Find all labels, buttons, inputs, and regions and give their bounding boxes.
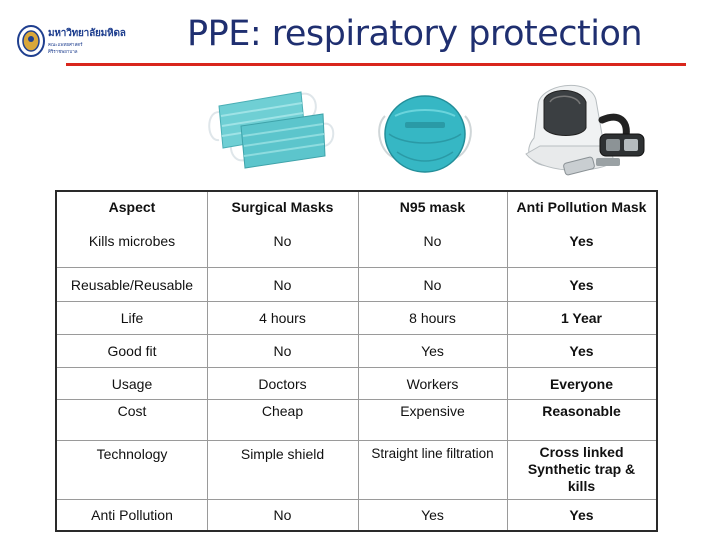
table-cell: Reasonable	[542, 403, 621, 419]
university-name: มหาวิทยาลัยมหิดล	[48, 28, 126, 39]
table-cell: Yes	[421, 507, 444, 523]
surgical-masks-image	[205, 84, 337, 174]
table-row	[57, 368, 656, 399]
table-cell: Cheap	[261, 403, 304, 419]
table-cell: Workers	[406, 375, 459, 392]
table-cell: Everyone	[549, 375, 614, 392]
table-cell: Life	[120, 310, 144, 326]
table-cell: Yes	[569, 276, 594, 293]
table-cell: No	[273, 343, 292, 359]
table-cell: Anti Pollution	[91, 507, 173, 523]
table-header-row	[57, 192, 656, 222]
table-cell: Good fit	[107, 343, 157, 359]
table-cell: 1 Year	[560, 310, 602, 326]
table-row	[57, 335, 656, 367]
table-cell: Simple shield	[240, 446, 325, 462]
title-underline	[66, 63, 686, 66]
comparison-table	[55, 190, 658, 532]
university-logo	[16, 24, 126, 62]
table-row	[57, 224, 656, 258]
table-cell: Yes	[569, 343, 594, 359]
table-cell: Yes	[421, 343, 444, 359]
header-cell: Anti Pollution Mask	[516, 199, 647, 215]
header-cell: Surgical Masks	[231, 199, 334, 215]
university-seal-icon	[16, 24, 46, 58]
table-row	[57, 500, 656, 530]
slide-title: PPE: respiratory protection	[187, 14, 643, 54]
table-cell: No	[273, 233, 292, 249]
header-cell: N95 mask	[399, 199, 466, 215]
anti-pollution-mask-image	[520, 76, 650, 184]
table-cell: No	[423, 276, 442, 293]
logo-line-1: คณะแพทยศาสตร์	[48, 42, 83, 47]
table-cell: Yes	[569, 507, 594, 523]
table-cell: 8 hours	[409, 310, 456, 326]
table-cell: 4 hours	[259, 310, 306, 326]
logo-line-2: ศิริราชพยาบาล	[48, 49, 78, 54]
table-cell: No	[273, 276, 292, 293]
table-cell: Yes	[569, 233, 594, 249]
table-cell: Usage	[111, 375, 153, 392]
table-cell: No	[423, 233, 442, 249]
table-cell: Cross linked Synthetic trap & kills	[527, 444, 636, 494]
table-row	[57, 441, 656, 499]
table-cell: Straight line filtration	[371, 446, 494, 461]
header-cell: Aspect	[108, 199, 156, 215]
table-cell: No	[273, 507, 292, 523]
table-row	[57, 268, 656, 301]
table-cell: Reusable/Reusable	[70, 276, 194, 293]
table-cell: Cost	[117, 403, 147, 419]
table-row	[57, 302, 656, 334]
table-cell: Kills microbes	[88, 233, 176, 249]
table-cell: Doctors	[258, 375, 307, 392]
table-cell: Technology	[96, 446, 168, 462]
n95-mask-image	[375, 88, 475, 178]
table-row	[57, 400, 656, 440]
table-cell: Expensive	[400, 403, 465, 419]
